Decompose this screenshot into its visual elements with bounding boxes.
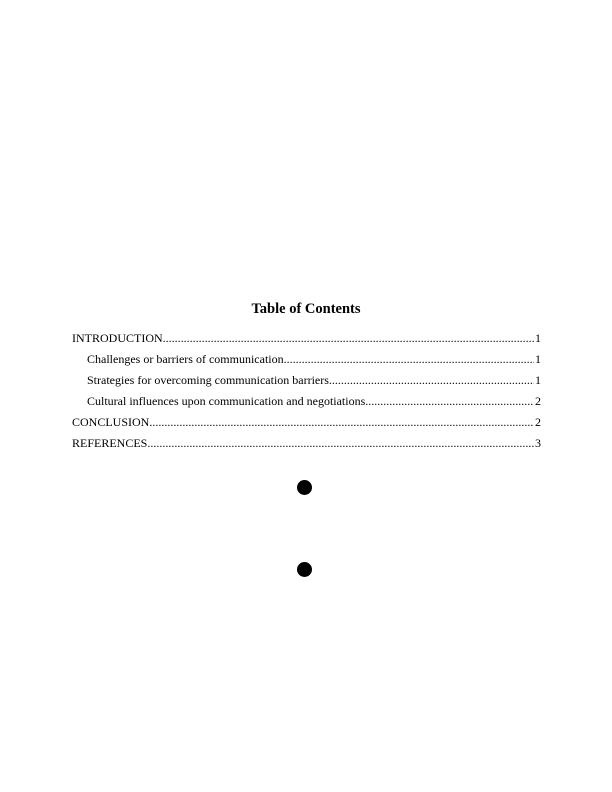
toc-list <box>72 328 541 454</box>
toc-entry-conclusion[interactable] <box>72 412 541 433</box>
toc-page-number: 3 <box>535 436 541 450</box>
toc-dot-leader <box>149 412 534 433</box>
toc-dot-leader <box>365 391 534 412</box>
toc-entry-text: CONCLUSION <box>72 415 150 429</box>
toc-page-number: 1 <box>535 373 541 387</box>
toc-entry-text: Strategies for overcoming communication barriers <box>87 373 329 387</box>
toc-page-number: 2 <box>535 394 541 408</box>
toc-entry-strategies[interactable] <box>72 370 541 391</box>
toc-entry-text: REFERENCES <box>72 436 148 450</box>
toc-entry-text: INTRODUCTION <box>72 331 163 345</box>
toc-page-number: 1 <box>535 331 541 345</box>
toc-entry-text: Cultural influences upon communication and negotiations <box>87 394 366 408</box>
toc-title: Table of Contents <box>251 301 361 317</box>
toc-entry-challenges[interactable] <box>72 349 541 370</box>
bullet-dot-icon <box>297 562 312 577</box>
toc-entry-cultural-influences[interactable] <box>72 391 541 412</box>
toc-dot-leader <box>284 349 534 370</box>
toc-entry-text: Challenges or barriers of communication <box>87 352 284 366</box>
bullet-dot-icon <box>297 480 312 495</box>
toc-entry-introduction[interactable] <box>72 328 541 349</box>
toc-page-number: 1 <box>535 352 541 366</box>
toc-dot-leader <box>163 328 534 349</box>
toc-page-number: 2 <box>535 415 541 429</box>
toc-dot-leader <box>147 433 534 454</box>
toc-dot-leader <box>329 370 534 391</box>
toc-entry-references[interactable] <box>72 433 541 454</box>
